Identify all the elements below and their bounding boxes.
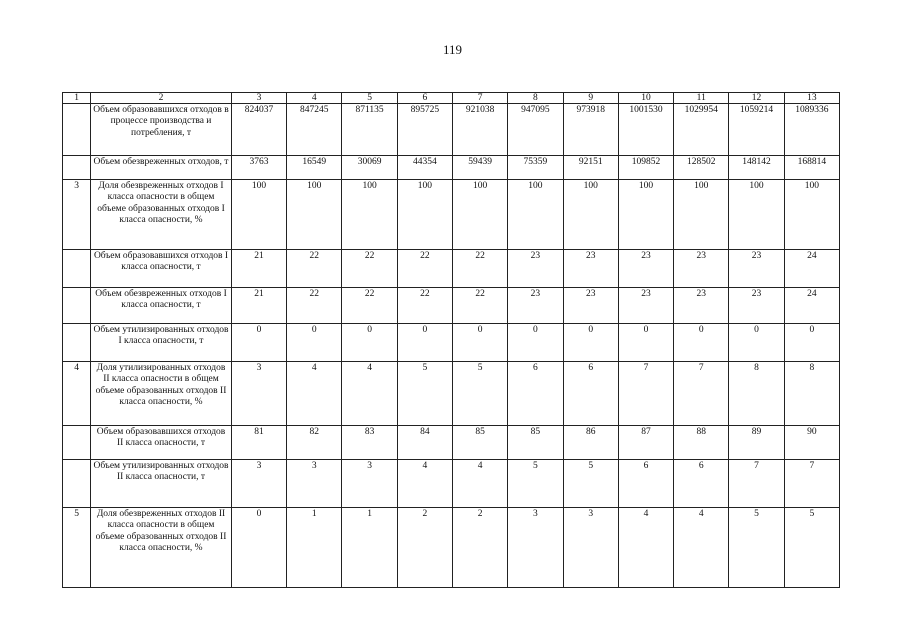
value-cell: 871135 <box>342 104 397 156</box>
value-cell: 1 <box>287 508 342 588</box>
value-cell: 947095 <box>508 104 563 156</box>
value-cell: 0 <box>729 324 784 362</box>
value-cell: 21 <box>231 250 286 288</box>
value-cell: 0 <box>342 324 397 362</box>
row-index-cell: 5 <box>63 508 91 588</box>
value-cell: 921038 <box>452 104 507 156</box>
indicator-name-cell: Доля обезвреженных отходов II класса опасности в общем объеме образованных отходов II класса опасности, % <box>91 508 232 588</box>
value-cell: 100 <box>231 180 286 250</box>
value-cell: 3 <box>342 460 397 508</box>
value-cell: 100 <box>674 180 729 250</box>
column-number-cell: 3 <box>231 93 286 104</box>
value-cell: 22 <box>287 250 342 288</box>
value-cell: 22 <box>397 288 452 324</box>
table-row <box>63 362 840 426</box>
value-cell: 24 <box>784 288 839 324</box>
value-cell: 2 <box>452 508 507 588</box>
value-cell: 6 <box>618 460 673 508</box>
column-number-cell: 2 <box>91 93 232 104</box>
indicator-name-cell: Объем образовавшихся отходов в процессе производства и потребления, т <box>91 104 232 156</box>
value-cell: 85 <box>452 426 507 460</box>
table-row <box>63 460 840 508</box>
value-cell: 88 <box>674 426 729 460</box>
value-cell: 8 <box>784 362 839 426</box>
value-cell: 22 <box>452 250 507 288</box>
value-cell: 5 <box>452 362 507 426</box>
row-index-cell <box>63 460 91 508</box>
value-cell: 2 <box>397 508 452 588</box>
value-cell: 100 <box>452 180 507 250</box>
value-cell: 84 <box>397 426 452 460</box>
value-cell: 148142 <box>729 156 784 180</box>
table-row <box>63 324 840 362</box>
value-cell: 100 <box>342 180 397 250</box>
value-cell: 7 <box>784 460 839 508</box>
value-cell: 100 <box>287 180 342 250</box>
value-cell: 44354 <box>397 156 452 180</box>
value-cell: 23 <box>563 250 618 288</box>
value-cell: 1029954 <box>674 104 729 156</box>
row-index-cell <box>63 250 91 288</box>
value-cell: 100 <box>508 180 563 250</box>
column-number-cell: 12 <box>729 93 784 104</box>
value-cell: 0 <box>287 324 342 362</box>
value-cell: 22 <box>397 250 452 288</box>
column-number-row <box>63 93 840 104</box>
value-cell: 0 <box>397 324 452 362</box>
value-cell: 30069 <box>342 156 397 180</box>
column-number-cell: 6 <box>397 93 452 104</box>
value-cell: 23 <box>618 250 673 288</box>
column-number-cell: 5 <box>342 93 397 104</box>
value-cell: 847245 <box>287 104 342 156</box>
value-cell: 0 <box>784 324 839 362</box>
value-cell: 5 <box>729 508 784 588</box>
row-index-cell <box>63 288 91 324</box>
value-cell: 22 <box>287 288 342 324</box>
row-index-cell: 3 <box>63 180 91 250</box>
value-cell: 3 <box>287 460 342 508</box>
column-number-cell: 13 <box>784 93 839 104</box>
row-index-cell <box>63 156 91 180</box>
value-cell: 3 <box>563 508 618 588</box>
value-cell: 100 <box>618 180 673 250</box>
value-cell: 23 <box>729 288 784 324</box>
value-cell: 7 <box>674 362 729 426</box>
value-cell: 81 <box>231 426 286 460</box>
value-cell: 4 <box>452 460 507 508</box>
value-cell: 85 <box>508 426 563 460</box>
value-cell: 92151 <box>563 156 618 180</box>
value-cell: 6 <box>508 362 563 426</box>
value-cell: 0 <box>563 324 618 362</box>
value-cell: 895725 <box>397 104 452 156</box>
row-index-cell <box>63 426 91 460</box>
value-cell: 86 <box>563 426 618 460</box>
value-cell: 100 <box>563 180 618 250</box>
value-cell: 75359 <box>508 156 563 180</box>
value-cell: 90 <box>784 426 839 460</box>
row-index-cell <box>63 324 91 362</box>
column-number-cell: 8 <box>508 93 563 104</box>
column-number-cell: 1 <box>63 93 91 104</box>
value-cell: 3 <box>231 460 286 508</box>
value-cell: 4 <box>342 362 397 426</box>
value-cell: 23 <box>508 288 563 324</box>
value-cell: 22 <box>452 288 507 324</box>
value-cell: 0 <box>452 324 507 362</box>
indicator-name-cell: Объем образовавшихся отходов II класса опасности, т <box>91 426 232 460</box>
value-cell: 1001530 <box>618 104 673 156</box>
value-cell: 82 <box>287 426 342 460</box>
value-cell: 21 <box>231 288 286 324</box>
table-row <box>63 250 840 288</box>
value-cell: 23 <box>618 288 673 324</box>
value-cell: 87 <box>618 426 673 460</box>
value-cell: 5 <box>508 460 563 508</box>
value-cell: 100 <box>397 180 452 250</box>
row-index-cell: 4 <box>63 362 91 426</box>
indicators-table <box>62 92 840 588</box>
value-cell: 23 <box>674 250 729 288</box>
column-number-cell: 11 <box>674 93 729 104</box>
value-cell: 5 <box>397 362 452 426</box>
value-cell: 16549 <box>287 156 342 180</box>
value-cell: 4 <box>674 508 729 588</box>
value-cell: 0 <box>231 508 286 588</box>
indicator-name-cell: Доля обезвреженных отходов I класса опасности в общем объеме образованных отходов I класса опасности, % <box>91 180 232 250</box>
value-cell: 6 <box>563 362 618 426</box>
value-cell: 22 <box>342 250 397 288</box>
value-cell: 89 <box>729 426 784 460</box>
column-number-cell: 10 <box>618 93 673 104</box>
value-cell: 168814 <box>784 156 839 180</box>
table-row <box>63 156 840 180</box>
table-row <box>63 288 840 324</box>
value-cell: 128502 <box>674 156 729 180</box>
indicator-name-cell: Объем утилизированных отходов I класса опасности, т <box>91 324 232 362</box>
value-cell: 83 <box>342 426 397 460</box>
value-cell: 3763 <box>231 156 286 180</box>
value-cell: 3 <box>508 508 563 588</box>
value-cell: 100 <box>729 180 784 250</box>
value-cell: 1059214 <box>729 104 784 156</box>
value-cell: 1089336 <box>784 104 839 156</box>
value-cell: 0 <box>231 324 286 362</box>
value-cell: 5 <box>784 508 839 588</box>
value-cell: 100 <box>784 180 839 250</box>
value-cell: 23 <box>674 288 729 324</box>
value-cell: 6 <box>674 460 729 508</box>
table-row <box>63 180 840 250</box>
value-cell: 4 <box>397 460 452 508</box>
value-cell: 8 <box>729 362 784 426</box>
page-number: 119 <box>442 42 463 57</box>
indicator-name-cell: Объем утилизированных отходов II класса опасности, т <box>91 460 232 508</box>
value-cell: 23 <box>729 250 784 288</box>
value-cell: 7 <box>618 362 673 426</box>
value-cell: 0 <box>674 324 729 362</box>
value-cell: 7 <box>729 460 784 508</box>
column-number-cell: 7 <box>452 93 507 104</box>
indicator-name-cell: Объем обезвреженных отходов I класса опасности, т <box>91 288 232 324</box>
value-cell: 1 <box>342 508 397 588</box>
value-cell: 23 <box>508 250 563 288</box>
value-cell: 59439 <box>452 156 507 180</box>
table-row <box>63 508 840 588</box>
value-cell: 0 <box>618 324 673 362</box>
value-cell: 824037 <box>231 104 286 156</box>
value-cell: 3 <box>231 362 286 426</box>
row-index-cell <box>63 104 91 156</box>
value-cell: 22 <box>342 288 397 324</box>
value-cell: 23 <box>563 288 618 324</box>
value-cell: 24 <box>784 250 839 288</box>
value-cell: 973918 <box>563 104 618 156</box>
table-row <box>63 426 840 460</box>
value-cell: 109852 <box>618 156 673 180</box>
indicator-name-cell: Объем обезвреженных отходов, т <box>91 156 232 180</box>
value-cell: 0 <box>508 324 563 362</box>
column-number-cell: 9 <box>563 93 618 104</box>
value-cell: 5 <box>563 460 618 508</box>
table-row <box>63 104 840 156</box>
value-cell: 4 <box>287 362 342 426</box>
indicator-name-cell: Доля утилизированных отходов II класса опасности в общем объеме образованных отходов II класса опасности, % <box>91 362 232 426</box>
value-cell: 4 <box>618 508 673 588</box>
column-number-cell: 4 <box>287 93 342 104</box>
indicator-name-cell: Объем образовавшихся отходов I класса опасности, т <box>91 250 232 288</box>
